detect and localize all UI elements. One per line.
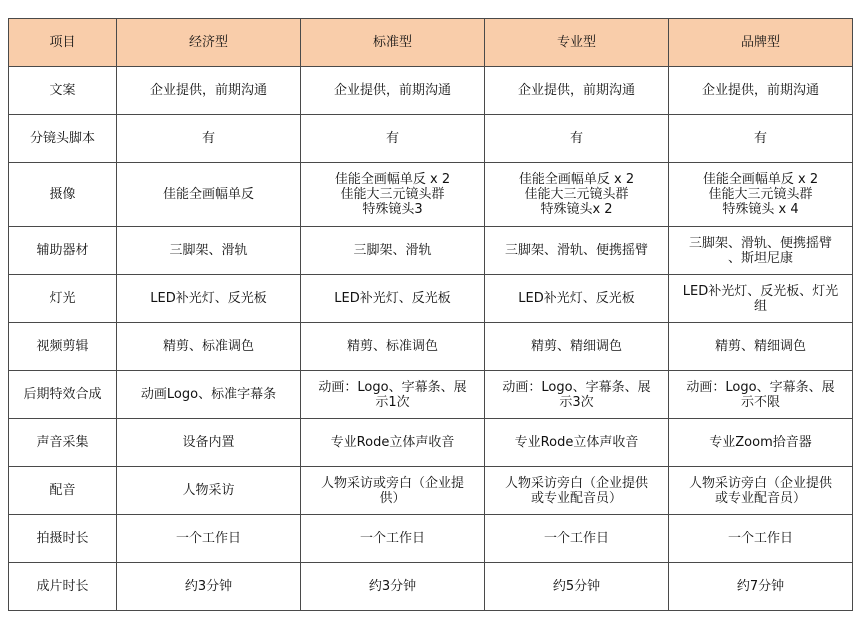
table-row [9,275,853,323]
table-row [9,467,853,515]
cell-brand: LED补光灯、反光板、灯光 组 [669,275,853,323]
package-comparison-table [8,18,853,611]
row-label: 拍摄时长 [9,515,117,563]
row-label: 摄像 [9,163,117,227]
row-label: 分镜头脚本 [9,115,117,163]
cell-professional: 约5分钟 [485,563,669,611]
cell-economy: 有 [117,115,301,163]
row-label: 辅助器材 [9,227,117,275]
cell-professional: 三脚架、滑轨、便携摇臂 [485,227,669,275]
cell-standard: LED补光灯、反光板 [301,275,485,323]
row-label: 视频剪辑 [9,323,117,371]
table-row [9,227,853,275]
cell-economy: 三脚架、滑轨 [117,227,301,275]
header-item: 项目 [9,19,117,67]
cell-professional: 一个工作日 [485,515,669,563]
row-label: 声音采集 [9,419,117,467]
header-professional: 专业型 [485,19,669,67]
cell-brand: 企业提供，前期沟通 [669,67,853,115]
table-row [9,563,853,611]
cell-standard: 专业Rode立体声收音 [301,419,485,467]
row-label: 成片时长 [9,563,117,611]
table-row [9,163,853,227]
cell-professional: 人物采访旁白（企业提供 或专业配音员） [485,467,669,515]
table-row [9,115,853,163]
cell-brand: 一个工作日 [669,515,853,563]
row-label: 配音 [9,467,117,515]
table-row [9,419,853,467]
cell-economy: 企业提供，前期沟通 [117,67,301,115]
cell-brand: 人物采访旁白（企业提供 或专业配音员） [669,467,853,515]
cell-professional: 动画：Logo、字幕条、展 示3次 [485,371,669,419]
cell-economy: LED补光灯、反光板 [117,275,301,323]
cell-brand: 佳能全画幅单反 x 2 佳能大三元镜头群 特殊镜头 x 4 [669,163,853,227]
cell-economy: 约3分钟 [117,563,301,611]
cell-professional: 专业Rode立体声收音 [485,419,669,467]
cell-standard: 约3分钟 [301,563,485,611]
cell-professional: 有 [485,115,669,163]
row-label: 后期特效合成 [9,371,117,419]
cell-economy: 人物采访 [117,467,301,515]
cell-economy: 精剪、标准调色 [117,323,301,371]
cell-standard: 一个工作日 [301,515,485,563]
header-brand: 品牌型 [669,19,853,67]
cell-standard: 企业提供，前期沟通 [301,67,485,115]
cell-brand: 精剪、精细调色 [669,323,853,371]
cell-economy: 佳能全画幅单反 [117,163,301,227]
cell-brand: 三脚架、滑轨、便携摇臂 、斯坦尼康 [669,227,853,275]
cell-brand: 动画：Logo、字幕条、展 示不限 [669,371,853,419]
header-economy: 经济型 [117,19,301,67]
cell-standard: 动画：Logo、字幕条、展 示1次 [301,371,485,419]
table-row [9,371,853,419]
cell-professional: 企业提供，前期沟通 [485,67,669,115]
header-standard: 标准型 [301,19,485,67]
cell-brand: 约7分钟 [669,563,853,611]
table-row [9,323,853,371]
cell-standard: 三脚架、滑轨 [301,227,485,275]
cell-brand: 专业Zoom拾音器 [669,419,853,467]
cell-standard: 佳能全画幅单反 x 2 佳能大三元镜头群 特殊镜头3 [301,163,485,227]
cell-brand: 有 [669,115,853,163]
cell-economy: 设备内置 [117,419,301,467]
cell-standard: 有 [301,115,485,163]
cell-economy: 一个工作日 [117,515,301,563]
header-row [9,19,853,67]
table-row [9,515,853,563]
cell-professional: 精剪、精细调色 [485,323,669,371]
cell-professional: LED补光灯、反光板 [485,275,669,323]
cell-professional: 佳能全画幅单反 x 2 佳能大三元镜头群 特殊镜头x 2 [485,163,669,227]
row-label: 文案 [9,67,117,115]
table-row [9,67,853,115]
cell-standard: 精剪、标准调色 [301,323,485,371]
row-label: 灯光 [9,275,117,323]
cell-economy: 动画Logo、标准字幕条 [117,371,301,419]
cell-standard: 人物采访或旁白（企业提 供） [301,467,485,515]
